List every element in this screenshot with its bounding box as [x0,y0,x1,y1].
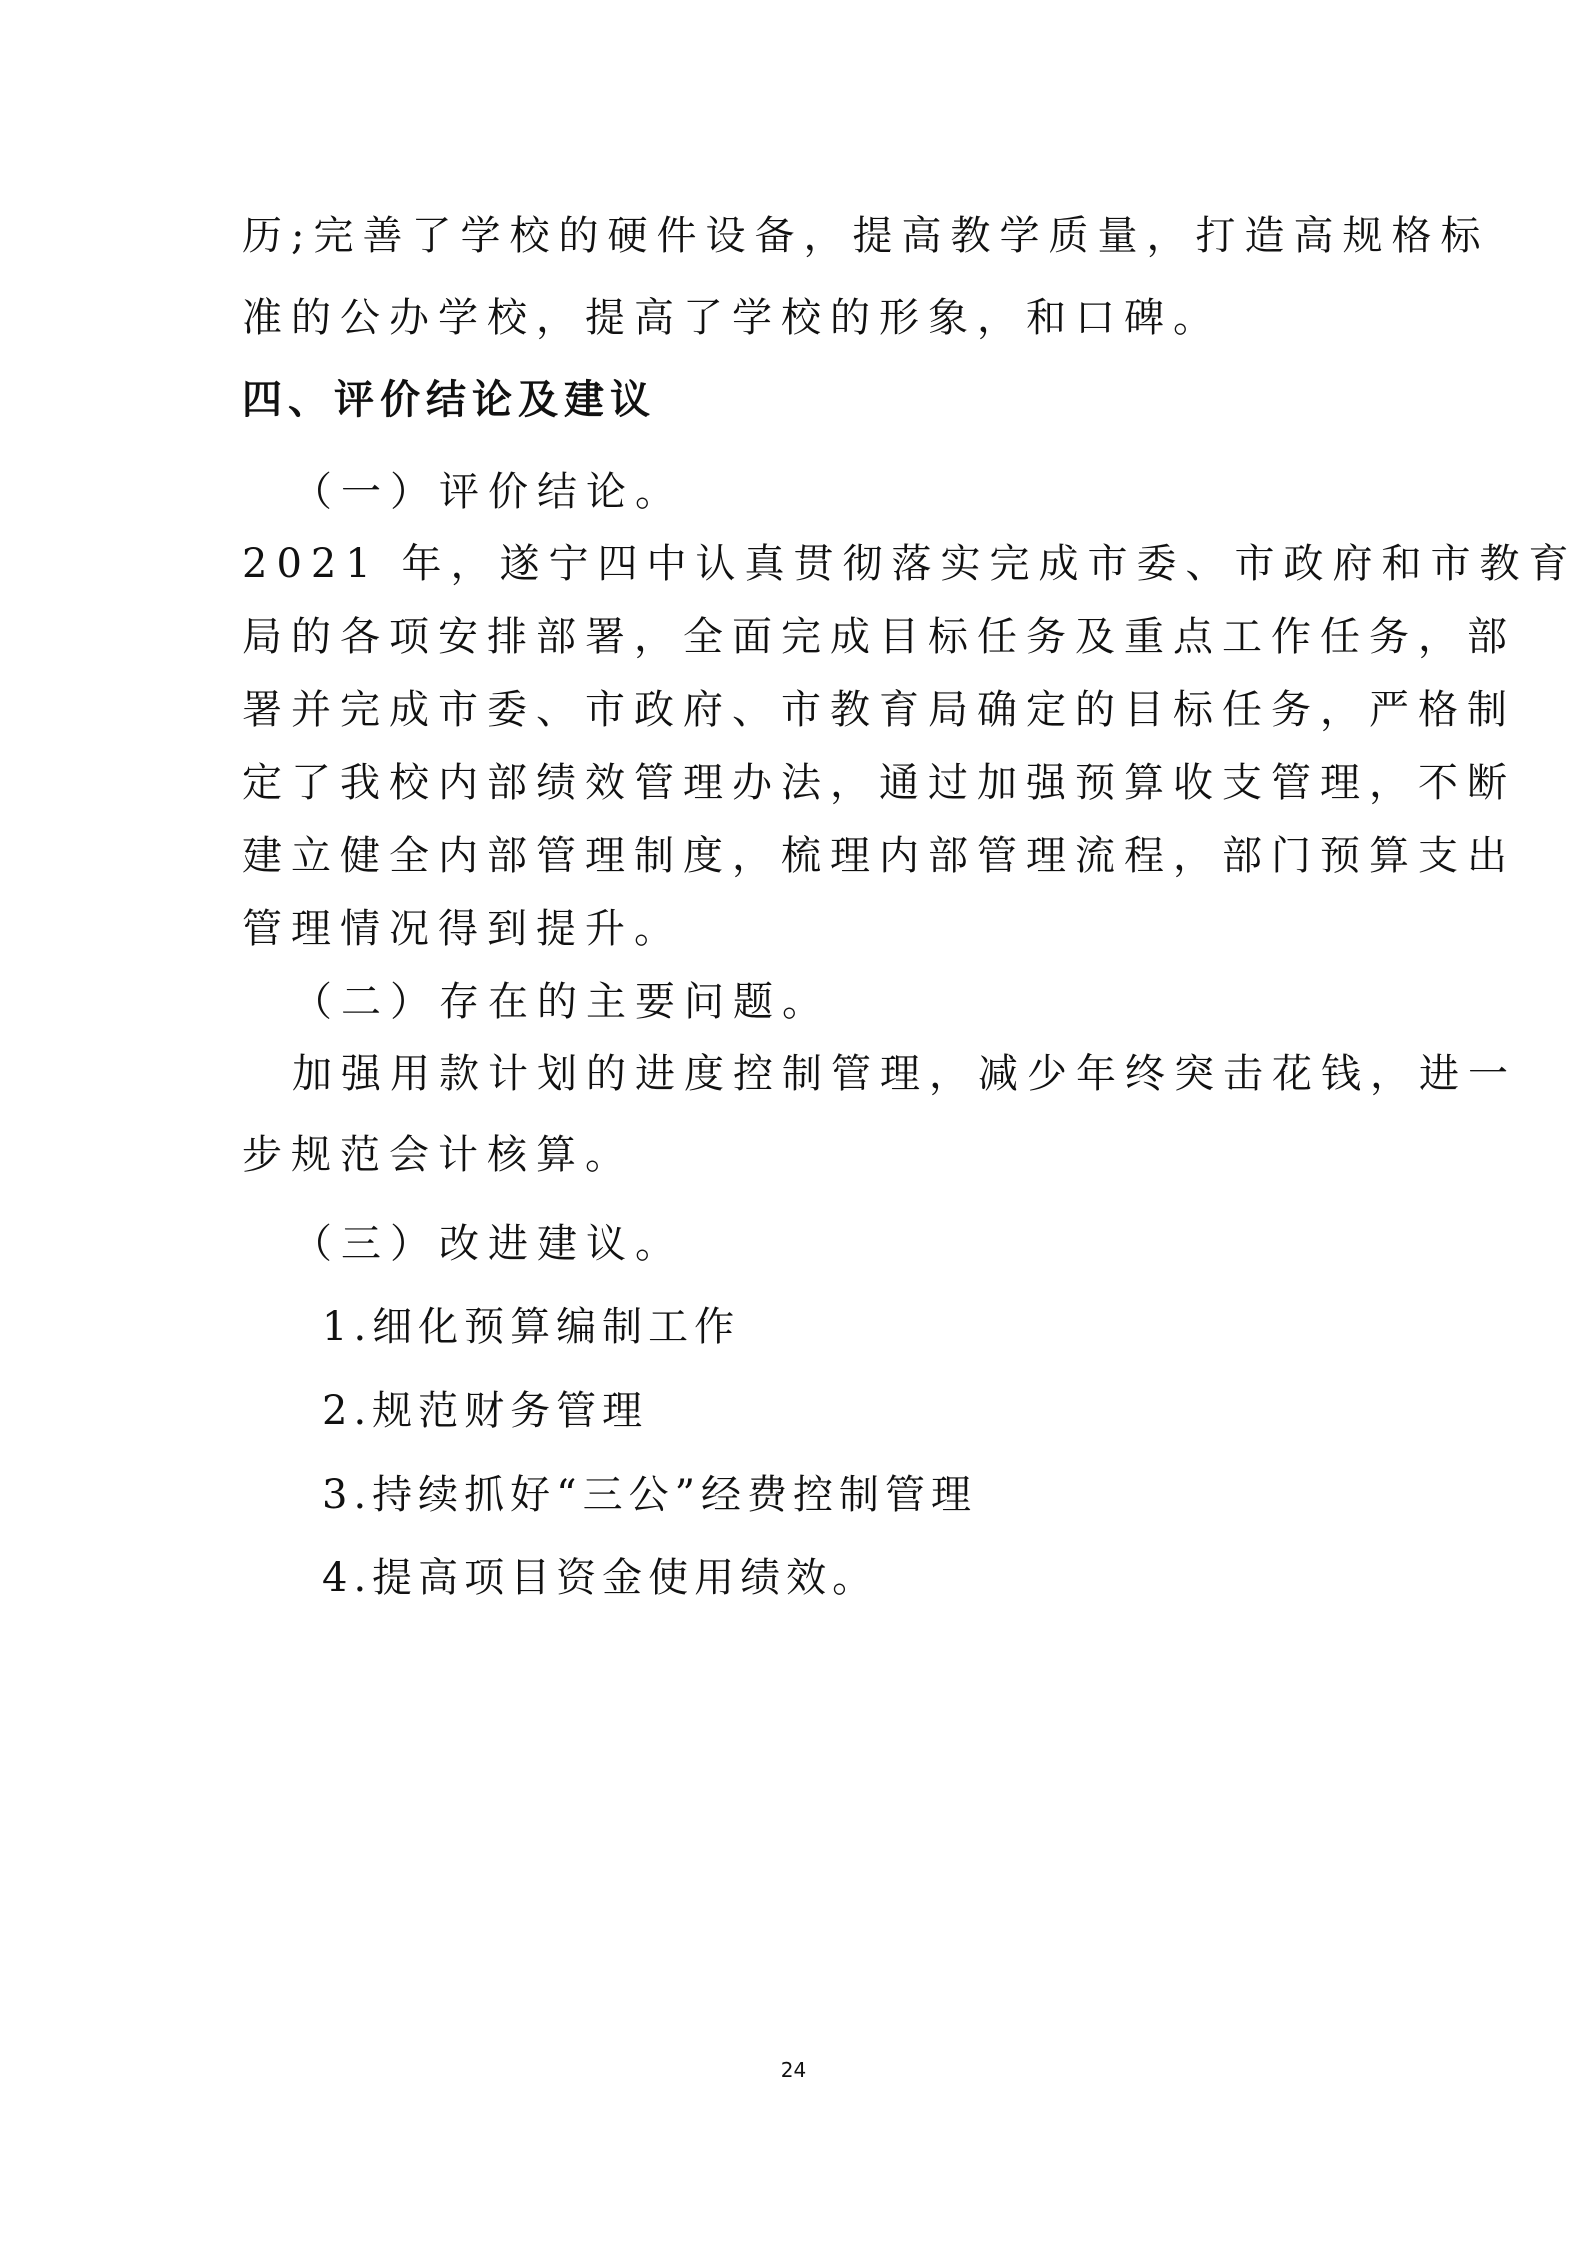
paragraph-line: 局的各项安排部署，全面完成目标任务及重点工作任务，部 [242,614,1516,660]
paragraph-line: 历;完善了学校的硬件设备，提高教学质量，打造高规格标 [242,213,1490,259]
subsection-heading: （三）改进建议。 [292,1221,684,1267]
section-heading: 四、评价结论及建议 [242,376,656,423]
paragraph-line: 建立健全内部管理制度，梳理内部管理流程，部门预算支出 [242,833,1516,879]
subsection-heading: （一）评价结论。 [292,469,684,515]
list-item: 1.细化预算编制工作 [322,1304,741,1350]
paragraph-line: 管理情况得到提升。 [242,906,683,952]
paragraph-line: 2021 年，遂宁四中认真贯彻落实完成市委、市政府和市教育 [242,541,1578,587]
paragraph-line: 署并完成市委、市政府、市教育局确定的目标任务，严格制 [242,687,1516,733]
list-item: 2.规范财务管理 [322,1388,649,1434]
subsection-heading: （二）存在的主要问题。 [292,979,831,1025]
paragraph-line: 准的公办学校，提高了学校的形象，和口碑。 [242,295,1222,341]
paragraph-line: 定了我校内部绩效管理办法，通过加强预算收支管理，不断 [242,760,1516,806]
paragraph-line: 步规范会计核算。 [242,1132,634,1178]
page-number: 24 [780,2058,807,2082]
list-item: 4.提高项目资金使用绩效。 [322,1555,879,1601]
list-item: 3.持续抓好“三公”经费控制管理 [322,1472,978,1518]
paragraph-line: 加强用款计划的进度控制管理，减少年终突击花钱，进一 [292,1051,1517,1097]
